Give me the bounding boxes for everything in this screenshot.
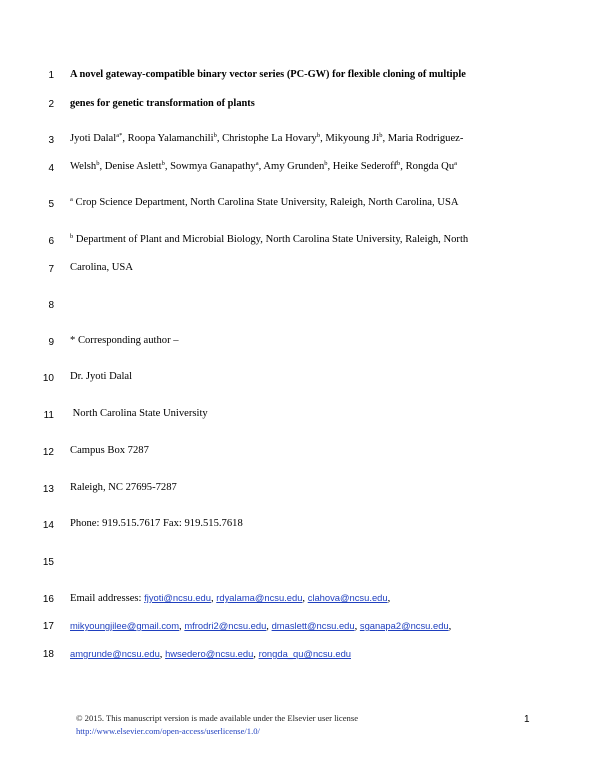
line-number: 12 xyxy=(42,447,54,458)
author-name: Mikyoung Ji xyxy=(325,133,380,144)
page-number: 1 xyxy=(524,714,530,725)
license-link[interactable]: http://www.elsevier.com/open-access/userlicense/1.0/ xyxy=(76,726,260,736)
phone-fax: Phone: 919.515.7617 Fax: 919.515.7618 xyxy=(70,518,243,529)
line-number: 7 xyxy=(48,264,54,275)
line-number: 5 xyxy=(48,199,54,210)
author-name: Maria Rodriguez- xyxy=(387,133,464,144)
email-link[interactable]: clahova@ncsu.edu xyxy=(307,592,388,603)
affiliation-mark: a xyxy=(255,160,259,167)
author-list-line-2: Welsh$^b$, Denise Aslett$^b$, Sowmya Ganapathy$^a$, Amy Grunden$^b$, Heike Sederoff$^b$, Rongda Qu$^a$ xyxy=(70,160,458,172)
author-name: Heike Sederoff xyxy=(332,161,398,172)
author-list-line-1: Jyoti Dalal$^{a*}$, Roopa Yalamanchili$^b$, Christophe La Hovary$^b$, Mikyoung Ji$^b$, Maria Rodriguez- xyxy=(70,132,464,144)
email-link[interactable]: dmaslett@ncsu.edu xyxy=(271,620,355,631)
affiliation-b-continued: Carolina, USA xyxy=(70,262,133,273)
line-number: 17 xyxy=(42,621,54,632)
author-name: Amy Grunden xyxy=(263,161,325,172)
affiliation-mark: b xyxy=(213,132,217,139)
affiliation-mark: b xyxy=(379,132,383,139)
email-link[interactable]: rongda_qu@ncsu.edu xyxy=(258,648,351,659)
line-number: 1 xyxy=(48,70,54,81)
email-link[interactable]: mikyoungjilee@gmail.com xyxy=(70,620,180,631)
affiliation-mark: a xyxy=(70,196,73,203)
email-link[interactable]: mfrodri2@ncsu.edu xyxy=(184,620,267,631)
affiliation-mark: b xyxy=(96,160,100,167)
email-link[interactable]: sganapa2@ncsu.edu xyxy=(359,620,449,631)
paper-title-line-2: genes for genetic transformation of plants xyxy=(70,98,255,109)
email-label: Email addresses: xyxy=(70,593,145,604)
line-number: 16 xyxy=(42,594,54,605)
line-number: 4 xyxy=(48,163,54,174)
affiliation-mark: a xyxy=(454,160,458,167)
email-link[interactable]: hwsedero@ncsu.edu xyxy=(165,648,254,659)
affiliation-mark: b xyxy=(324,160,328,167)
corresponding-box: Campus Box 7287 xyxy=(70,445,149,456)
email-link[interactable]: rdyalama@ncsu.edu xyxy=(216,592,303,603)
corresponding-author-heading: * Corresponding author – xyxy=(70,335,179,346)
author-name: Jyoti Dalal xyxy=(70,133,117,144)
line-number: 13 xyxy=(42,484,54,495)
author-name: Rongda Qu xyxy=(405,161,455,172)
affiliation-mark: b xyxy=(70,233,74,240)
affiliation-mark: b xyxy=(161,160,165,167)
line-number: 9 xyxy=(48,337,54,348)
corresponding-institution: North Carolina State University xyxy=(70,408,208,419)
email-line-1: Email addresses: fjyoti@ncsu.edu, rdyalama@ncsu.edu, clahova@ncsu.edu, xyxy=(70,592,391,604)
author-name: Welsh xyxy=(70,161,97,172)
affiliation-a: $^a$ Crop Science Department, North Carolina State University, Raleigh, North Carolina, USA xyxy=(70,196,459,208)
line-number: 18 xyxy=(42,649,54,660)
affiliation-b: $^b$ Department of Plant and Microbial Biology, North Carolina State University, Raleigh, North xyxy=(70,233,469,245)
line-number: 8 xyxy=(48,300,54,311)
author-name: Christophe La Hovary xyxy=(222,133,317,144)
license-notice: © 2015. This manuscript version is made available under the Elsevier user license xyxy=(76,713,359,723)
author-name: Sowmya Ganapathy xyxy=(170,161,256,172)
corresponding-city: Raleigh, NC 27695-7287 xyxy=(70,482,177,493)
line-number: 14 xyxy=(42,520,54,531)
affiliation-mark: b xyxy=(397,160,401,167)
paper-title-line-1: A novel gateway-compatible binary vector series (PC-GW) for flexible cloning of multiple xyxy=(70,69,466,80)
line-number: 2 xyxy=(48,99,54,110)
affiliation-mark: a* xyxy=(116,132,123,139)
license-url xyxy=(76,726,260,736)
email-line-2: mikyoungjilee@gmail.com, mfrodri2@ncsu.edu, dmaslett@ncsu.edu, sganapa2@ncsu.edu, xyxy=(70,620,452,632)
line-number: 10 xyxy=(42,373,54,384)
line-number: 11 xyxy=(43,410,54,421)
corresponding-author-name: Dr. Jyoti Dalal xyxy=(70,371,133,382)
author-name: Roopa Yalamanchili xyxy=(127,133,214,144)
affiliation-mark: b xyxy=(316,132,321,139)
email-link[interactable]: amgrunde@ncsu.edu xyxy=(70,648,160,659)
line-number: 3 xyxy=(48,135,54,146)
line-number: 15 xyxy=(42,557,54,568)
line-number: 6 xyxy=(48,236,54,247)
author-name: Denise Aslett xyxy=(104,161,162,172)
email-link[interactable]: fjyoti@ncsu.edu xyxy=(144,592,211,603)
email-line-3: amgrunde@ncsu.edu, hwsedero@ncsu.edu, rongda_qu@ncsu.edu xyxy=(70,648,351,660)
